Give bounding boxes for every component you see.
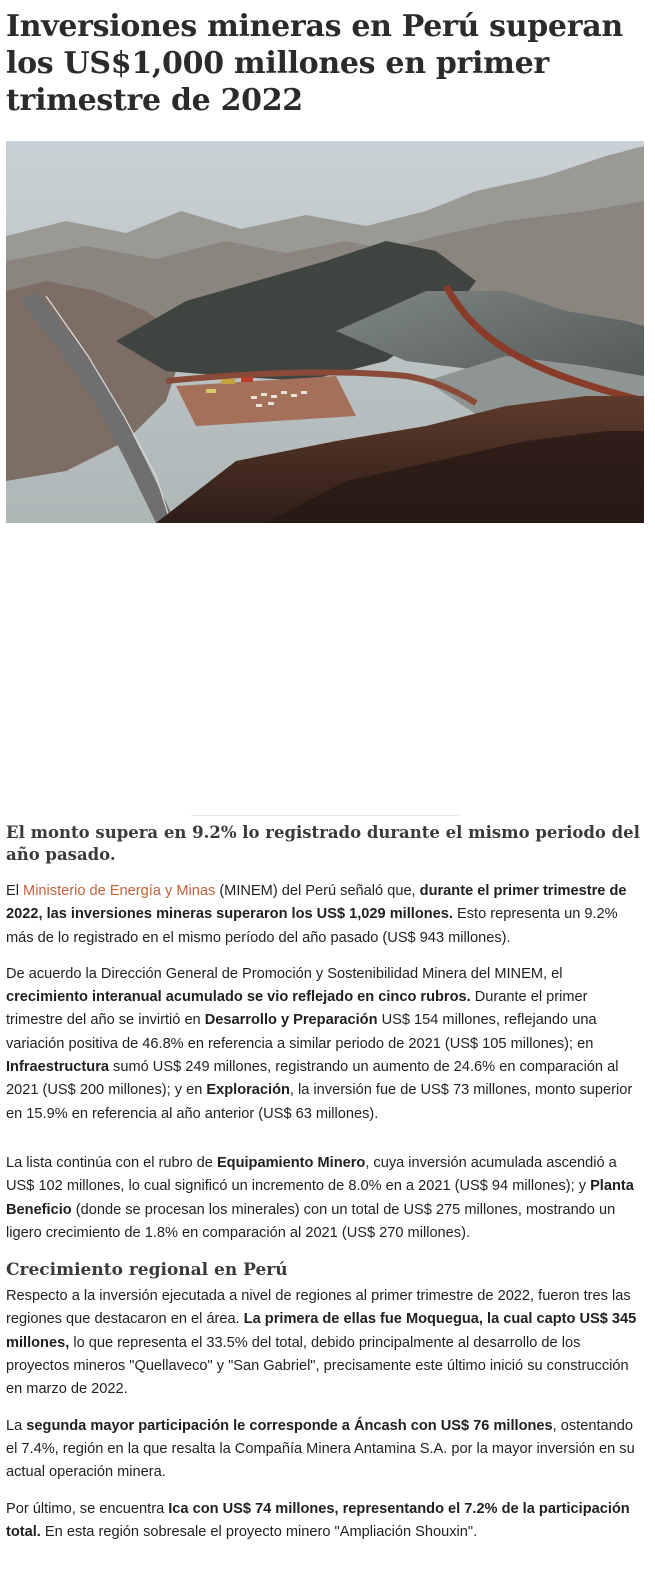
paragraph-6: Por último, se encuentra Ica con US$ 74 millones, representando el 7.2% de la participación total. En esta región sobresale el proyecto minero "Ampliación Shouxin". bbox=[6, 1500, 630, 1540]
section-heading: Crecimiento regional en Perú bbox=[6, 1260, 288, 1281]
paragraph-2: De acuerdo la Dirección General de Promoción y Sostenibilidad Minera del MINEM, el crecimiento interanual acumulado se vio reflejado en cinco rubros. Durante el primer trimestre del año se invirtió en Desarrollo y Preparación US$ 154 millones, reflejando una variación positiva de 46.8% en referencia a similar periodo de 2021 (US$ 105 millones); en Infraestructura sumó US$ 249 millones, registrando un aumento de 24.6% en comparación al 2021 (US$ 200 millones); y en Exploración, la inversión fue de US$ 73 millones, monto superior en 15.9% en referencia al año anterior (US$ 63 millones). bbox=[6, 965, 633, 1122]
divider bbox=[191, 815, 459, 816]
mining-landscape-icon bbox=[6, 141, 644, 523]
paragraph-4: Respecto a la inversión ejecutada a nivel de regiones al primer trimestre de 2022, fueron tres las regiones que destacaron en el área. La primera de ellas fue Moquegua, la cual capto US$ 345 millones, lo que representa el 33.5% del total, debido principalmente al desarrollo de los proyectos mineros "Quellaveco" y "San Gabriel", precisamente este último inició su construcción en marzo de 2022. bbox=[6, 1288, 637, 1398]
paragraph-1: El Ministerio de Energía y Minas (MINEM) del Perú señaló que, durante el primer trimestre de 2022, las inversiones mineras superaron los US$ 1,029 millones. Esto representa un 9.2% más de lo registrado en el mismo período del año pasado (US$ 943 millones). bbox=[6, 883, 627, 946]
ad-placeholder bbox=[6, 523, 644, 813]
article-subtitle: El monto supera en 9.2% lo registrado durante el mismo periodo del año pasado. bbox=[6, 823, 640, 864]
article bbox=[6, 0, 646, 1540]
paragraph-5: La segunda mayor participación le corresponde a Áncash con US$ 76 millones, ostentando el 7.4%, región en la que resalta la Compañía Minera Antamina S.A. por la mayor inversión en su actual operación minera. bbox=[6, 1417, 635, 1481]
paragraph-3: La lista continúa con el rubro de Equipamiento Minero, cuya inversión acumulada ascendió a US$ 102 millones, lo cual significó un incremento de 8.0% en a 2021 (US$ 94 millones); y Planta Beneficio (donde se procesan los minerales) con un total de US$ 275 millones, mostrando un ligero crecimiento de 1.8% en comparación al 2021 (US$ 270 millones). bbox=[6, 1154, 634, 1241]
hero-image bbox=[6, 141, 644, 523]
article-title: Inversiones mineras en Perú superan los US$1,000 millones en primer trimestre de 2022 bbox=[6, 9, 623, 118]
minem-link[interactable]: Ministerio de Energía y Minas bbox=[23, 883, 216, 899]
article-body bbox=[6, 822, 646, 1557]
